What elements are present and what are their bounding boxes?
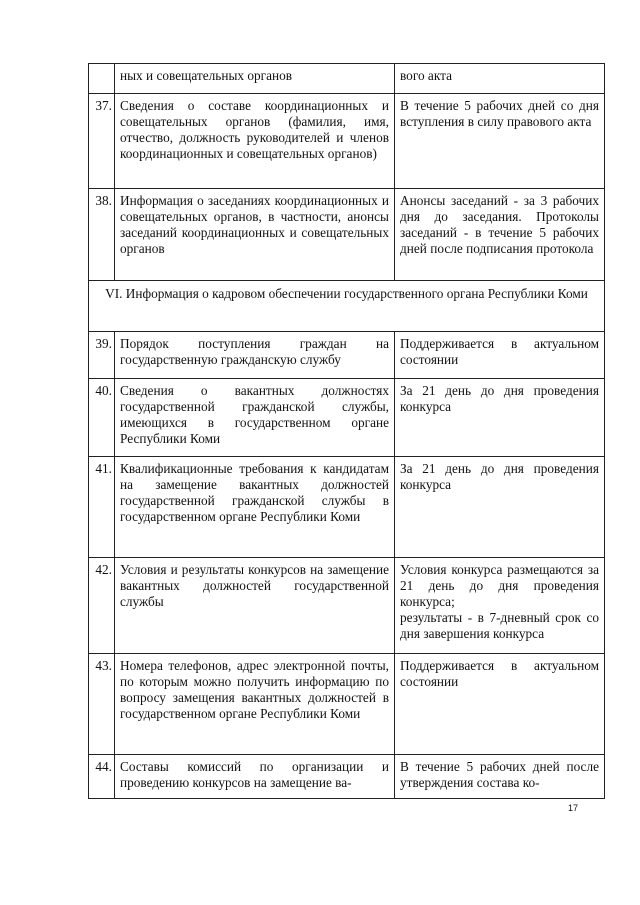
- description-cell: Сведения о составе координационных и совещательных органов (фамилия, имя, отчество, должность руководителей и членов координационных и совещательных органов): [115, 94, 395, 189]
- description-cell: Сведения о вакантных должностях государственной гражданской службы, имеющихся в государственном органе Республики Коми: [115, 379, 395, 457]
- table-row: [89, 379, 605, 457]
- description-cell: Информация о заседаниях координационных и совещательных органов, в частности, анонсы заседаний координационных и совещательных органов: [115, 189, 395, 281]
- table-row: [89, 189, 605, 281]
- term-cell: Поддерживается в актуальном состоянии: [395, 332, 605, 379]
- table-row: [89, 755, 605, 799]
- description-cell: Порядок поступления граждан на государственную гражданскую службу: [115, 332, 395, 379]
- row-number-cell: 37.: [89, 94, 115, 189]
- term-line: результаты - в 7-дневный срок со дня завершения конкурса: [400, 610, 599, 641]
- table-row-continuation: [89, 64, 605, 94]
- description-cell: ных и совещательных органов: [115, 64, 395, 94]
- row-number-cell: 38.: [89, 189, 115, 281]
- row-number-cell: 39.: [89, 332, 115, 379]
- information-table: [88, 63, 605, 799]
- section-title: VI. Информация о кадровом обеспечении государственного органа Республики Коми: [89, 281, 605, 332]
- term-cell: Анонсы заседаний - за 3 рабочих дня до заседания. Протоколы заседаний - в течение 5 рабочих дней после подписания протокола: [395, 189, 605, 281]
- description-cell: Квалификационные требования к кандидатам на замещение вакантных должностей государственной гражданской службы в государственном органе Республики Коми: [115, 457, 395, 558]
- row-number-cell: 41.: [89, 457, 115, 558]
- row-number-cell: 42.: [89, 558, 115, 654]
- section-heading-row: [89, 281, 605, 332]
- term-cell: Поддерживается в актуальном состоянии: [395, 654, 605, 755]
- term-cell: В течение 5 рабочих дней со дня вступления в силу правового акта: [395, 94, 605, 189]
- description-cell: Условия и результаты конкурсов на замещение вакантных должностей государственной службы: [115, 558, 395, 654]
- table-row: [89, 558, 605, 654]
- table-row: [89, 94, 605, 189]
- table-row: [89, 654, 605, 755]
- term-cell: За 21 день до дня проведения конкурса: [395, 457, 605, 558]
- row-number-cell: [89, 64, 115, 94]
- row-number-cell: 44.: [89, 755, 115, 799]
- table-row: [89, 457, 605, 558]
- term-cell: [395, 558, 605, 654]
- row-number-cell: 43.: [89, 654, 115, 755]
- description-cell: Составы комиссий по организации и проведению конкурсов на замещение ва-: [115, 755, 395, 799]
- row-number-cell: 40.: [89, 379, 115, 457]
- page-number: 17: [568, 803, 579, 813]
- term-line: Условия конкурса размещаются за 21 день до дня проведения конкурса;: [400, 562, 599, 609]
- term-cell: В течение 5 рабочих дней после утверждения состава ко-: [395, 755, 605, 799]
- term-cell: За 21 день до дня проведения конкурса: [395, 379, 605, 457]
- table-row: [89, 332, 605, 379]
- term-cell: вого акта: [395, 64, 605, 94]
- description-cell: Номера телефонов, адрес электронной почты, по которым можно получить информацию по вопросу замещения вакантных должностей в государственном органе Республики Коми: [115, 654, 395, 755]
